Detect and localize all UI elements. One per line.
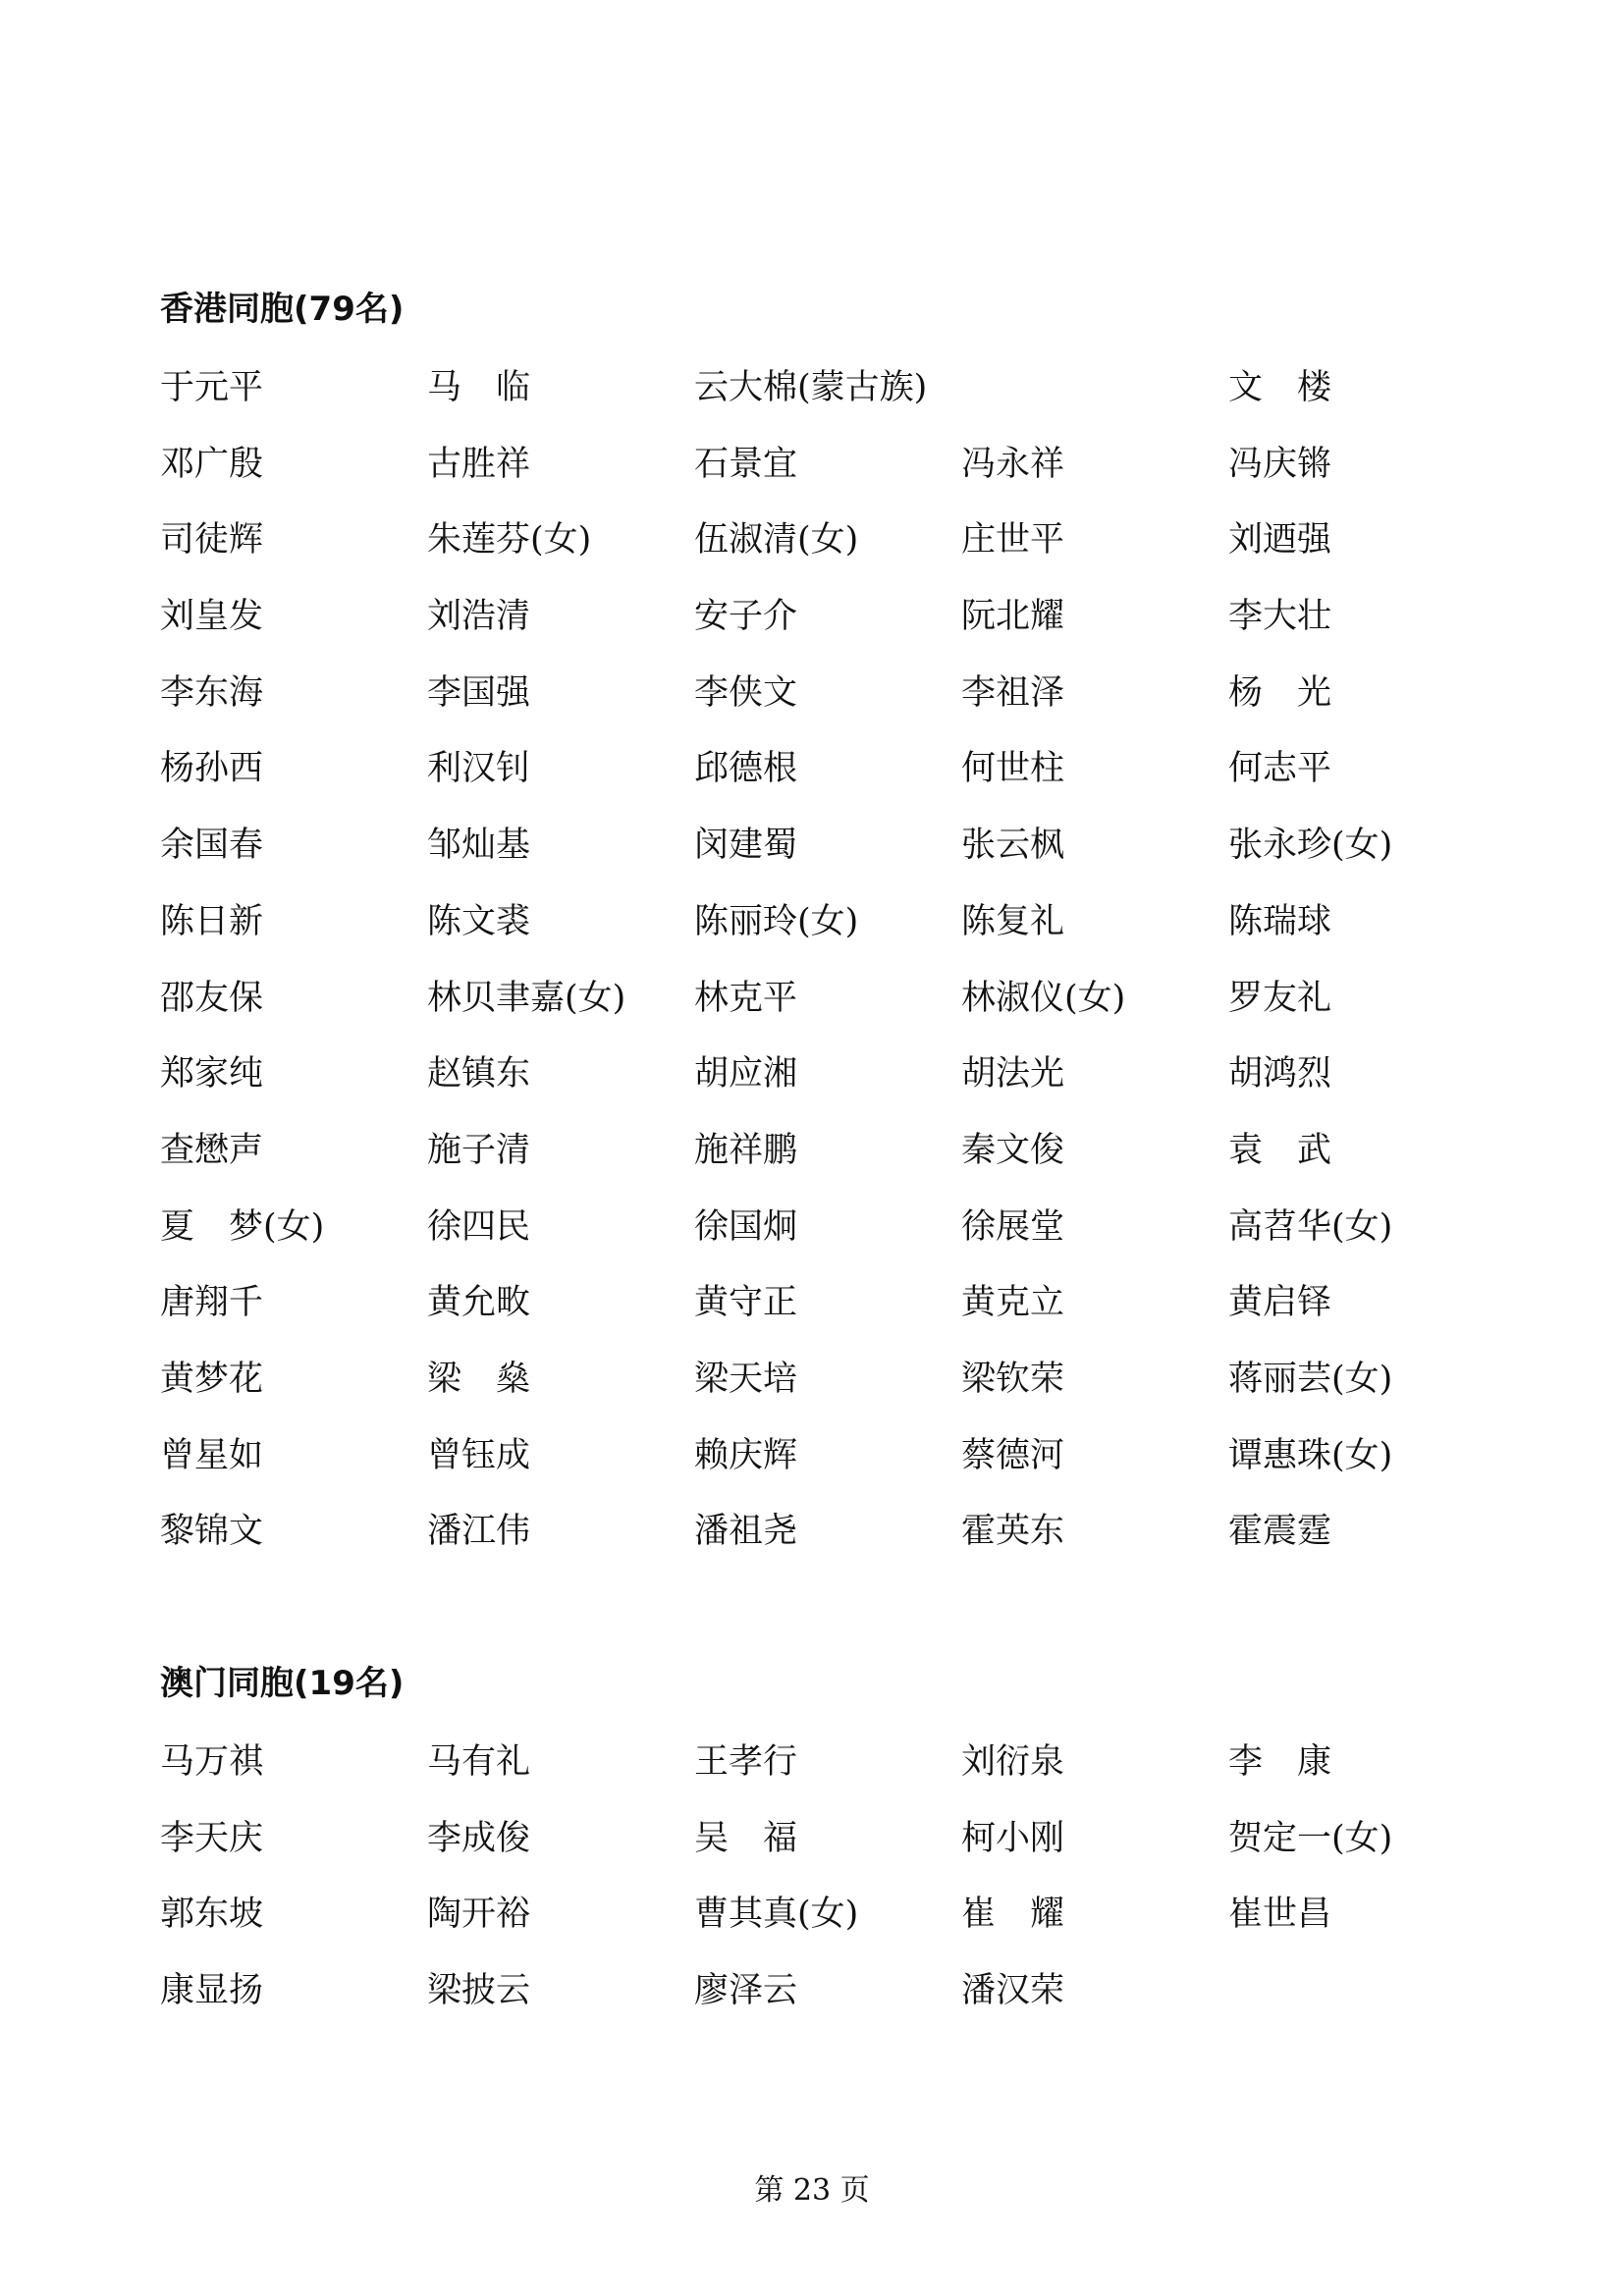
name-entry: 蔡德河 — [961, 1435, 1065, 1475]
name-entry: 袁 武 — [1228, 1130, 1332, 1170]
name-entry: 阮北耀 — [961, 597, 1065, 637]
name-entry: 司徒辉 — [160, 520, 264, 561]
page-number: 第 23 页 — [754, 2173, 870, 2208]
name-entry: 邹灿基 — [427, 826, 531, 866]
name-entry: 潘祖尧 — [694, 1512, 798, 1552]
name-entry: 高苕华(女) — [1228, 1206, 1393, 1247]
name-entry: 柯小刚 — [961, 1818, 1065, 1858]
name-entry: 陈瑞球 — [1228, 901, 1332, 941]
name-entry — [961, 363, 1228, 440]
name-entry: 刘皇发 — [160, 597, 264, 637]
name-entry: 张云枫 — [961, 826, 1065, 866]
name-entry: 胡鸿烈 — [1228, 1054, 1332, 1095]
name-entry: 康显扬 — [160, 1971, 264, 2011]
name-entry: 黄启铎 — [1228, 1283, 1332, 1323]
name-entry: 邓广殷 — [160, 444, 264, 484]
name-entry: 贺定一(女) — [1228, 1818, 1393, 1858]
name-entry: 李 康 — [1228, 1742, 1332, 1782]
name-entry: 黎锦文 — [160, 1512, 264, 1552]
name-entry: 王孝行 — [694, 1742, 798, 1782]
name-entry: 梁 燊 — [427, 1359, 531, 1399]
name-entry: 蒋丽芸(女) — [1228, 1359, 1393, 1399]
name-entry: 马万祺 — [160, 1742, 264, 1782]
name-entry: 李祖泽 — [961, 672, 1065, 713]
name-entry: 徐四民 — [427, 1206, 531, 1247]
name-entry: 施祥鹏 — [694, 1130, 798, 1170]
name-entry: 何志平 — [1228, 749, 1332, 789]
name-entry: 安子介 — [694, 597, 798, 637]
name-entry: 徐展堂 — [961, 1206, 1065, 1247]
name-entry: 梁天培 — [694, 1359, 798, 1399]
name-entry: 李大壮 — [1228, 597, 1332, 637]
name-entry: 冯永祥 — [961, 444, 1065, 484]
name-entry: 陈文裘 — [427, 901, 531, 941]
name-entry: 何世柱 — [961, 749, 1065, 789]
name-entry: 罗友礼 — [1228, 978, 1332, 1018]
name-entry: 赖庆辉 — [694, 1435, 798, 1475]
name-entry: 闵建蜀 — [694, 826, 798, 866]
name-entry: 崔世昌 — [1228, 1895, 1332, 1935]
name-entry: 潘汉荣 — [961, 1971, 1065, 2011]
name-entry: 霍英东 — [961, 1512, 1065, 1552]
name-entry: 陶开裕 — [427, 1895, 531, 1935]
name-entry: 庄世平 — [961, 520, 1065, 561]
name-entry: 郑家纯 — [160, 1054, 264, 1095]
hongkong-section — [160, 285, 1495, 1583]
name-entry: 梁披云 — [427, 1971, 531, 2011]
name-entry: 利汉钊 — [427, 749, 531, 789]
name-entry: 谭惠珠(女) — [1228, 1435, 1393, 1475]
name-entry: 马 临 — [427, 368, 531, 407]
name-entry: 李成俊 — [427, 1818, 531, 1858]
name-entry: 张永珍(女) — [1228, 826, 1393, 866]
name-entry: 崔 耀 — [961, 1895, 1065, 1935]
name-entry: 唐翔千 — [160, 1283, 264, 1323]
name-entry: 林克平 — [694, 978, 798, 1018]
name-entry: 李东海 — [160, 672, 264, 713]
name-entry: 梁钦荣 — [961, 1359, 1065, 1399]
name-entry: 秦文俊 — [961, 1130, 1065, 1170]
hongkong-name-list — [160, 363, 1495, 1583]
name-entry: 徐国炯 — [694, 1206, 798, 1247]
name-entry: 陈丽玲(女) — [694, 901, 859, 941]
hongkong-heading: 香港同胞(79名) — [160, 290, 405, 329]
name-entry: 李侠文 — [694, 672, 798, 713]
name-entry: 古胜祥 — [427, 444, 531, 484]
name-entry: 石景宜 — [694, 444, 798, 484]
name-entry: 刘浩清 — [427, 597, 531, 637]
name-entry: 余国春 — [160, 826, 264, 866]
name-entry: 曹其真(女) — [694, 1895, 859, 1935]
name-entry: 潘江伟 — [427, 1512, 531, 1552]
name-entry: 邵友保 — [160, 978, 264, 1018]
name-entry: 刘迺强 — [1228, 520, 1332, 561]
name-entry: 郭东坡 — [160, 1895, 264, 1935]
name-entry: 冯庆锵 — [1228, 444, 1332, 484]
name-entry: 伍淑清(女) — [694, 520, 859, 561]
name-entry: 霍震霆 — [1228, 1512, 1332, 1552]
name-entry: 夏 梦(女) — [160, 1206, 325, 1247]
name-entry: 胡法光 — [961, 1054, 1065, 1095]
macau-heading: 澳门同胞(19名) — [160, 1664, 405, 1703]
macau-section — [160, 1659, 1495, 2043]
name-entry: 朱莲芬(女) — [427, 520, 592, 561]
name-entry: 廖泽云 — [694, 1971, 798, 2011]
name-entry: 黄梦花 — [160, 1359, 264, 1399]
name-entry: 文 楼 — [1228, 368, 1332, 407]
name-entry: 林淑仪(女) — [961, 978, 1126, 1018]
name-entry: 陈日新 — [160, 901, 264, 941]
name-entry: 邱德根 — [694, 749, 798, 789]
name-entry: 曾钰成 — [427, 1435, 531, 1475]
name-entry: 曾星如 — [160, 1435, 264, 1475]
name-entry: 胡应湘 — [694, 1054, 798, 1095]
name-entry: 李天庆 — [160, 1818, 264, 1858]
name-entry: 施子清 — [427, 1130, 531, 1170]
name-entry: 杨孙西 — [160, 749, 264, 789]
name-entry: 林贝聿嘉(女) — [427, 978, 626, 1018]
name-entry: 黄允畋 — [427, 1283, 531, 1323]
name-entry: 陈复礼 — [961, 901, 1065, 941]
name-entry: 黄守正 — [694, 1283, 798, 1323]
macau-name-list — [160, 1737, 1495, 2043]
name-entry: 李国强 — [427, 672, 531, 713]
name-entry: 黄克立 — [961, 1283, 1065, 1323]
name-entry: 马有礼 — [427, 1742, 531, 1782]
name-entry: 查懋声 — [160, 1130, 264, 1170]
name-entry: 云大棉(蒙古族) — [694, 368, 928, 407]
name-entry: 杨 光 — [1228, 672, 1332, 713]
name-entry: 于元平 — [160, 368, 264, 407]
name-entry: 刘衍泉 — [961, 1742, 1065, 1782]
name-entry: 赵镇东 — [427, 1054, 531, 1095]
name-entry: 吴 福 — [694, 1818, 798, 1858]
